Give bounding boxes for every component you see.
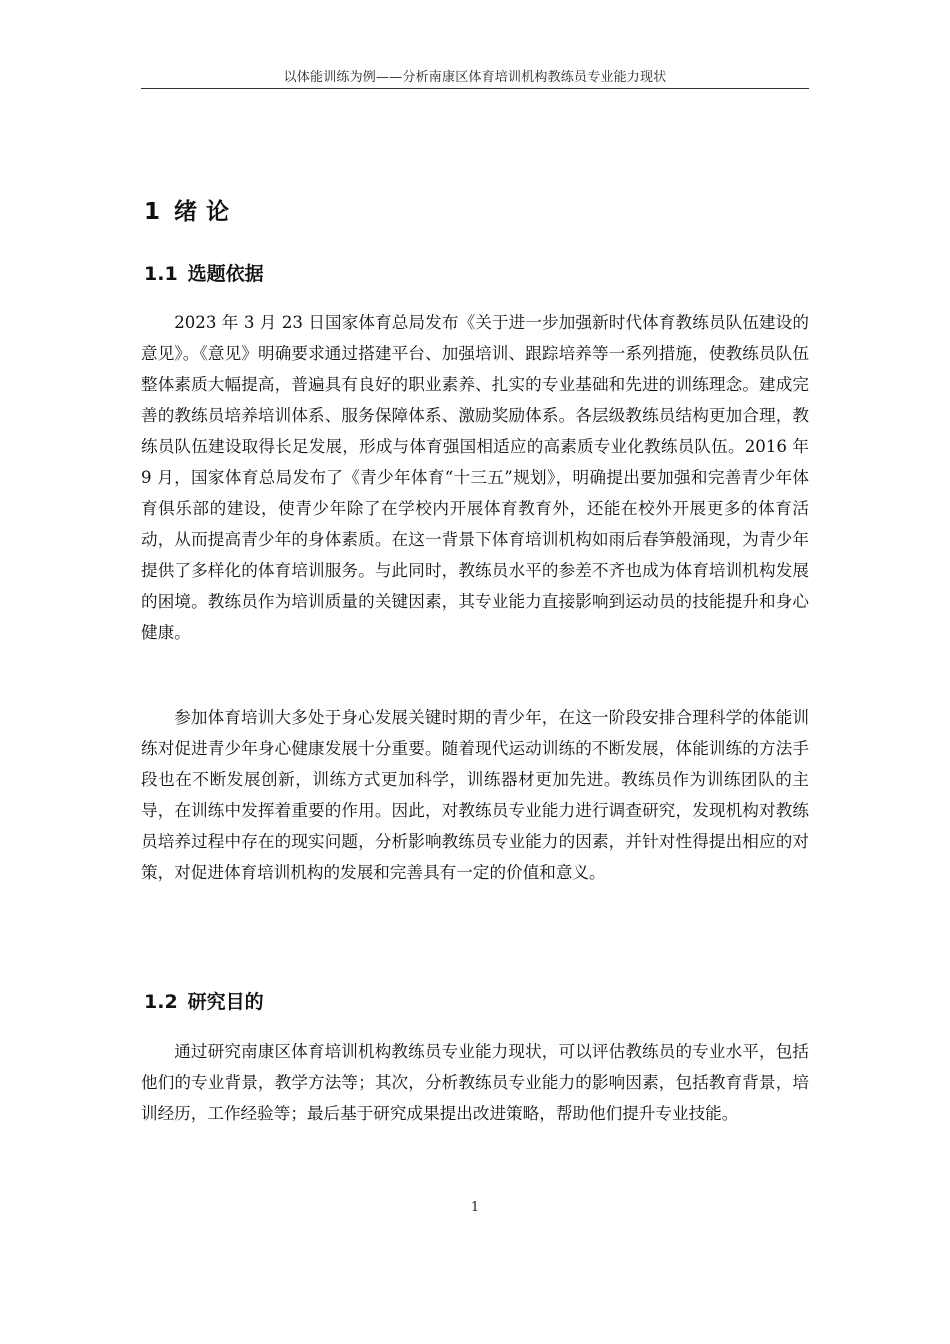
section-number: 1.1 <box>144 263 178 285</box>
header-divider <box>141 88 809 89</box>
section-title: 选题依据 <box>187 263 264 285</box>
section-title: 研究目的 <box>187 991 264 1013</box>
paragraph: 通过研究南康区体育培训机构教练员专业能力现状，可以评估教练员的专业水平，包括他们的专业背景，教学方法等；其次，分析教练员专业能力的影响因素，包括教育背景，培训经历，工作经验等；最后基于研究成果提出改进策略，帮助他们提升专业技能。 <box>141 1042 809 1123</box>
chapter-number: 1 <box>144 199 161 225</box>
page-number: 1 <box>470 1200 480 1215</box>
running-header: 以体能训练为例——分析南康区体育培训机构教练员专业能力现状 <box>283 70 667 85</box>
paragraph: 2023 年 3 月 23 日国家体育总局发布《关于进一步加强新时代体育教练员队伍建设的意见》。《意见》明确要求通过搭建平台、加强培训、跟踪培养等一系列措施，使教练员队伍整体素质大幅提高，普遍具有良好的职业素养、扎实的专业基础和先进的训练理念。建成完善的教练员培养培训体系、服务保障体系、激励奖励体系。各层级教练员结构更加合理，教练员队伍建设取得长足发展，形成与体育强国相适应的高素质专业化教练员队伍。2016 年 9 月，国家体育总局发布了《青少年体育“十三五”规划》，明确提出要加强和完善青少年体育俱乐部的建设，使青少年除了在学校内开展体育教育外，还能在校外开展更多的体育活动，从而提高青少年的身体素质。在这一背景下体育培训机构如雨后春笋般涌现，为青少年提供了多样化的体育培训服务。与此同时，教练员水平的参差不齐也成为体育培训机构发展的困境。教练员作为培训质量的关键因素，其专业能力直接影响到运动员的技能提升和身心健康。 <box>141 313 809 642</box>
section-heading-1-2 <box>144 987 264 1014</box>
paragraph: 参加体育培训大多处于身心发展关键时期的青少年，在这一阶段安排合理科学的体能训练对促进青少年身心健康发展十分重要。随着现代运动训练的不断发展，体能训练的方法手段也在不断发展创新，训练方式更加科学，训练器材更加先进。教练员作为训练团队的主导，在训练中发挥着重要的作用。因此，对教练员专业能力进行调查研究，发现机构对教练员培养过程中存在的现实问题，分析影响教练员专业能力的因素，并针对性得提出相应的对策，对促进体育培训机构的发展和完善具有一定的价值和意义。 <box>141 708 809 882</box>
section-heading-1-1 <box>144 259 264 286</box>
chapter-heading <box>144 193 238 226</box>
chapter-title: 绪论 <box>174 199 239 225</box>
section-number: 1.2 <box>144 991 178 1013</box>
